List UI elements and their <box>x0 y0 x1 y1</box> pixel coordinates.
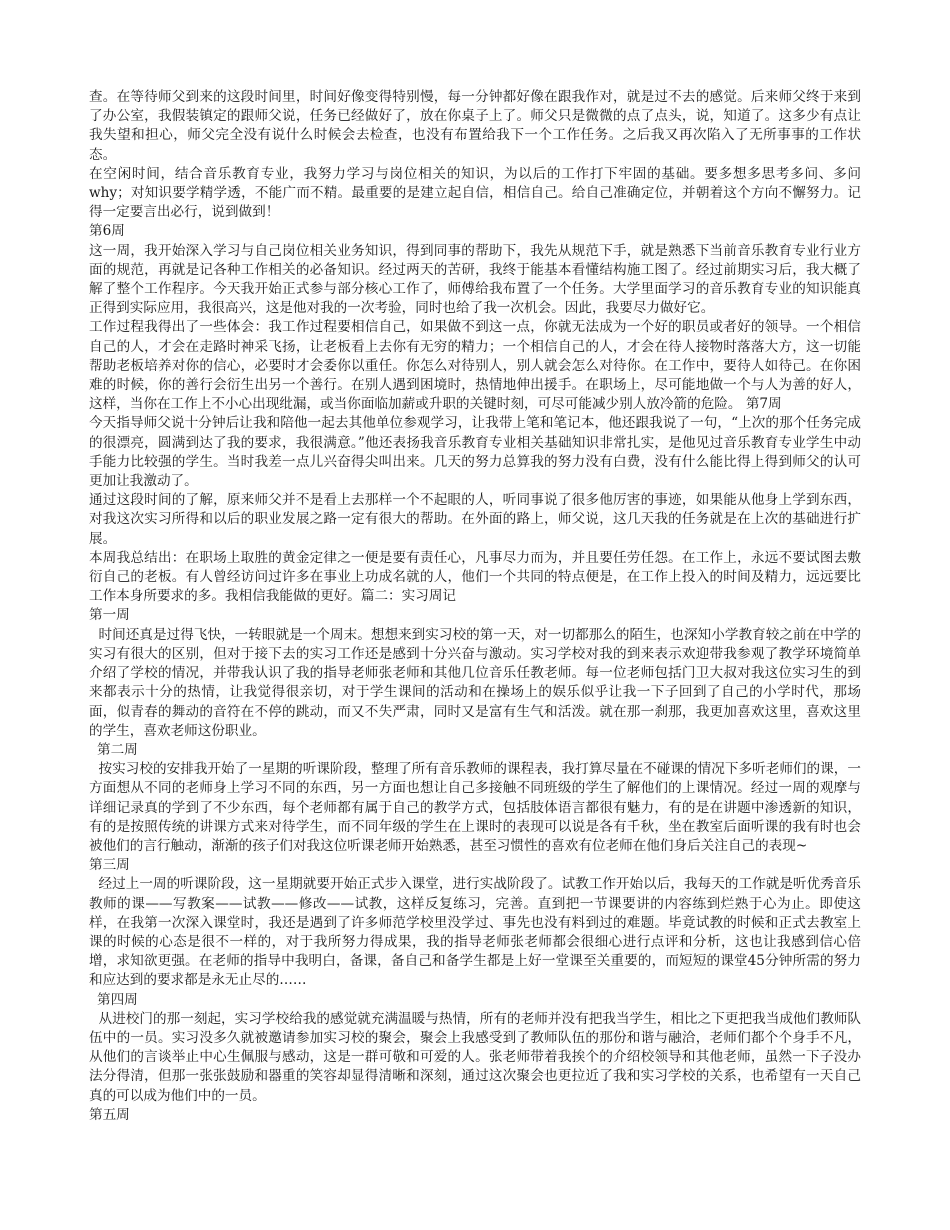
paragraph: 通过这段时间的了解，原来师父并不是看上去那样一个不起眼的人，听同事说了很多他厉害的事迹，如果能从他身上学到东西，对我这次实习所得和以后的职业发展之路一定有很大的帮助。在外面的路上，师父说，这几天我的任务就是在上次的基础进行扩展。 <box>89 492 861 547</box>
paragraph: 这一周，我开始深入学习与自己岗位相关业务知识，得到同事的帮助下，我先从规范下手，就是熟悉下当前音乐教育专业行业方面的规范，再就是记各种工作相关的必备知识。经过两天的苦研，我终于能基本看懂结构施工图了。经过前期实习后，我大概了解了整个工作程序。今天我开始正式参与部分核心工作了，师傅给我布置了一个任务。大学里面学习的音乐教育专业的知识能真正得到实际应用，我很高兴，这是他对我的一次考验，同时也给了我一次机会。因此，我要尽力做好它。 <box>89 242 861 317</box>
paragraph: 按实习校的安排我开始了一星期的听课阶段，整理了所有音乐教师的课程表，我打算尽量在不碰课的情况下多听老师们的课，一方面想从不同的老师身上学习不同的东西，另一方面也想让自己多接触不同班级的学生了解他们的上课情况。经过一周的观摩与详细记录真的学到了不少东西，每个老师都有属于自己的教学方式，包括肢体语言都很有魅力，有的是在讲题中渗透新的知识，有的是按照传统的讲课方式来对待学生，而不同年级的学生在上课时的表现可以说是各有千秋，坐在教室后面听课的我有时也会被他们的言行触动，渐渐的孩子们对我这位听课老师开始熟悉，甚至习惯性的喜欢有位老师在他们身后关注自己的表现~ <box>89 761 861 854</box>
paragraph: 经过上一周的听课阶段，这一星期就要开始正式步入课堂，进行实战阶段了。试教工作开始以后，我每天的工作就是听优秀音乐教师的课——写教案——试教——修改——试教，这样反复练习，完善。直到把一节课要讲的内容练到烂熟于心为止。即使这样，在我第一次深入课堂时，我还是遇到了许多师范学校里没学过、事先也没有料到过的难题。毕竟试教的时候和正式去教室上课的时候的心态是很不一样的，对于我所努力得成果，我的指导老师张老师都会很细心进行点评和分析，这也让我感到信心倍增，求知欲更强。在老师的指导中我明白，备课，备自己和备学生都是上好一堂课至关重要的，而短短的课堂45分钟所需的努力和应达到的要求都是永无止尽的…… <box>89 876 861 989</box>
week-heading: 第6周 <box>89 223 125 240</box>
week-heading: 第二周 <box>97 741 138 758</box>
paragraph: 今天指导师父说十分钟后让我和陪他一起去其他单位参观学习，让我带上笔和笔记本，他还跟我说了一句，“上次的那个任务完成的很漂亮，圆满到达了我的要求，我很满意。”他还表扬我音乐教育专业相关基础知识非常扎实，是他见过音乐教育专业学生中动手能力比较强的学生。当时我差一点儿兴奋得尖叫出来。几天的努力总算我的努力没有白费，没有什么能比得上得到师父的认可更加让我激动了。 <box>89 415 861 490</box>
paragraph: 时间还真是过得飞快，一转眼就是一个周末。想想来到实习校的第一天，对一切都那么的陌生，也深知小学教育较之前在中学的实习有很大的区别，但对于接下去的实习工作还是感到十分兴奋与激动。实习学校对我的到来表示欢迎带我参观了教学环境简单介绍了学校的情况，并带我认识了我的指导老师张老师和其他几位音乐任教老师。每一位老师包括门卫大叔对我这位实习生的到来都表示十分的热情，让我觉得很亲切，对于学生课间的活动和在操场上的娱乐似乎让我一下子回到了自己的小学时代，那场面，似青春的舞动的音符在不停的跳动，而又不失严肃，同时又是富有生气和活泼。就在那一刹那，我更加喜欢这里，喜欢这里的学生，喜欢老师这份职业。 <box>89 626 861 739</box>
document-body <box>89 88 861 1125</box>
paragraph: 工作过程我得出了一些体会：我工作过程要相信自己，如果做不到这一点，你就无法成为一个好的职员或者好的领导。一个相信自己的人，才会在走路时神采飞扬，让老板看上去你有无穷的精力；一个相信自己的人，才会在待人接物时落落大方，这一切能帮助老板培养对你的信心，必要时才会委你以重任。你怎么对待别人，别人就会怎么对待你。在工作中，要待人如待己。在你困难的时候，你的善行会衍生出另一个善行。在别人遇到困境时，热情地伸出援手。在职场上，尽可能地做一个与人为善的好人，这样，当你在工作上不小心出现纰漏，或当你面临加薪或升职的关键时刻，可尽可能减少别人放冷箭的危险。 第7周 <box>89 319 861 413</box>
paragraph: 从进校门的那一刻起，实习学校给我的感觉就充满温暖与热情，所有的老师并没有把我当学生，相比之下更把我当成他们教师队伍中的一员。实习没多久就被邀请参加实习校的聚会，聚会上我感受到了教师队伍的那份和谐与融洽，老师们都个个身手不凡，从他们的言谈举止中心生佩服与感动，这是一群可敬和可爱的人。张老师带着我挨个的介绍校领导和其他老师，虽然一下子没办法分得清，但那一张张鼓励和器重的笑容却显得清晰和深刻，通过这次聚会也更拉近了我和实习学校的关系，也希望有一天自己真的可以成为他们中的一员。 <box>89 1010 861 1104</box>
week-heading: 第五周 <box>89 1106 130 1123</box>
week-heading: 第四周 <box>97 991 138 1008</box>
week-heading: 第三周 <box>89 857 130 874</box>
paragraph: 在空闲时间，结合音乐教育专业，我努力学习与岗位相关的知识，为以后的工作打下牢固的基础。要多想多思考多问、多问why；对知识要学精学透，不能广而不精。最重要的是建立起自信，相信自己。给自己准确定位，并朝着这个方向不懈努力。记得一定要言出必行，说到做到！ <box>89 165 861 221</box>
paragraph: 查。在等待师父到来的这段时间里，时间好像变得特别慢，每一分钟都好像在跟我作对，就是过不去的感觉。后来师父终于来到了办公室，我假装镇定的跟师父说，任务已经做好了，放在你桌子上了。师父只是微微的点了点头，说，知道了。这多少有点让我失望和担心，师父完全没有说什么时候会去检查，也没有布置给我下一个工作任务。之后我又再次陷入了无所事事的工作状态。 <box>89 89 861 163</box>
paragraph: 本周我总结出：在职场上取胜的黄金定律之一便是要有责任心，凡事尽力而为，并且要任劳任怨。在工作上，永远不要试图去敷衍自己的老板。有人曾经访问过许多在事业上功成名就的人，他们一个共同的特点便是，在工作上投入的时间及精力，远远要比工作本身所要求的多。我相信我能做的更好。篇二：实习周记 <box>89 549 861 605</box>
week-heading: 第一周 <box>89 607 130 624</box>
